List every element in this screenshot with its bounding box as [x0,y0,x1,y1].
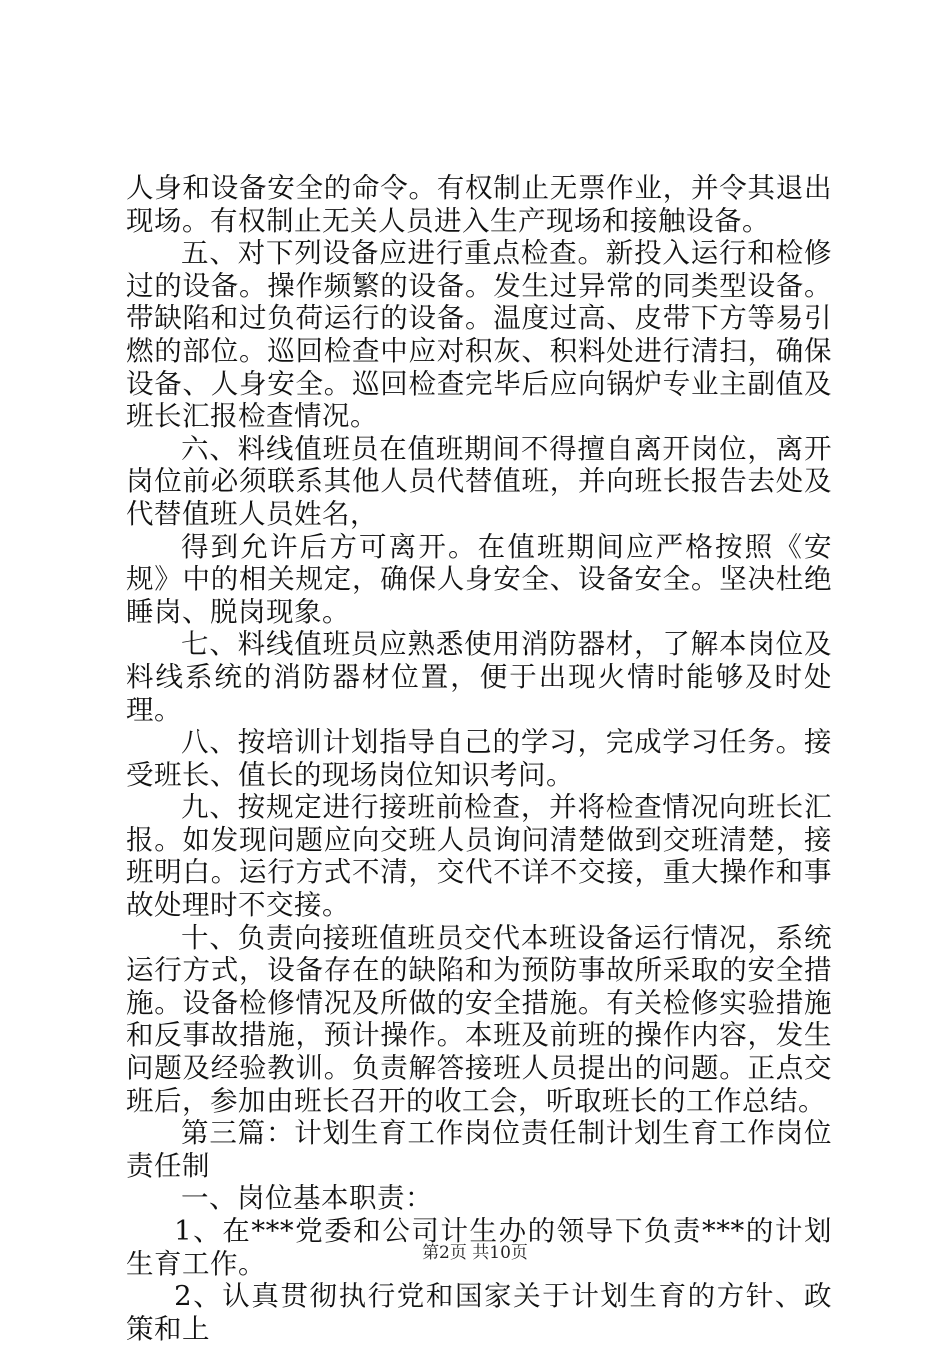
page-footer [0,1242,950,1264]
paragraph-item-6-continued: 得到允许后方可离开。在值班期间应严格按照《安规》中的相关规定，确保人身安全、设备安全。坚决杜绝睡岗、脱岗现象。 [126,530,832,628]
paragraph-continuation: 人身和设备安全的命令。有权制止无票作业，并令其退出现场。有权制止无关人员进入生产现场和接触设备。 [126,172,832,237]
paragraph-item-5: 五、对下列设备应进行重点检查。新投入运行和检修过的设备。操作频繁的设备。发生过异常的同类型设备。带缺陷和过负荷运行的设备。温度过高、皮带下方等易引燃的部位。巡回检查中应对积灰、积料处进行清扫，确保设备、人身安全。巡回检查完毕后应向锅炉专业主副值及班长汇报检查情况。 [126,237,832,433]
paragraph-item-9: 九、按规定进行接班前检查，并将检查情况向班长汇报。如发现问题应向交班人员询问清楚做到交班清楚，接班明白。运行方式不清，交代不详不交接，重大操作和事故处理时不交接。 [126,791,832,922]
list-item-2: 2、认真贯彻执行党和国家关于计划生育的方针、政策和上 [126,1280,832,1345]
section-heading-part-3: 第三篇：计划生育工作岗位责任制计划生育工作岗位责任制 [126,1117,832,1182]
page-number-label: 第2页 共10页 [422,1243,528,1263]
list-item-1: 1、在***党委和公司计生办的领导下负责***的计划生育工作。 [126,1215,832,1280]
paragraph-item-8: 八、按培训计划指导自己的学习，完成学习任务。接受班长、值长的现场岗位知识考问。 [126,726,832,791]
paragraph-item-7: 七、料线值班员应熟悉使用消防器材，了解本岗位及料线系统的消防器材位置，便于出现火情时能够及时处理。 [126,628,832,726]
subsection-heading-basic-duties: 一、岗位基本职责： [181,1182,433,1215]
paragraph-item-6: 六、料线值班员在值班期间不得擅自离开岗位，离开岗位前必须联系其他人员代替值班，并向班长报告去处及代替值班人员姓名， [126,432,832,530]
paragraph-item-10: 十、负责向接班值班员交代本班设备运行情况，系统运行方式，设备存在的缺陷和为预防事故所采取的安全措施。设备检修情况及所做的安全措施。有关检修实验措施和反事故措施，预计操作。本班及前班的操作内容，发生问题及经验教训。负责解答接班人员提出的问题。正点交班后，参加由班长召开的收工会，听取班长的工作总结。 [126,921,832,1117]
document-body [126,172,832,1345]
